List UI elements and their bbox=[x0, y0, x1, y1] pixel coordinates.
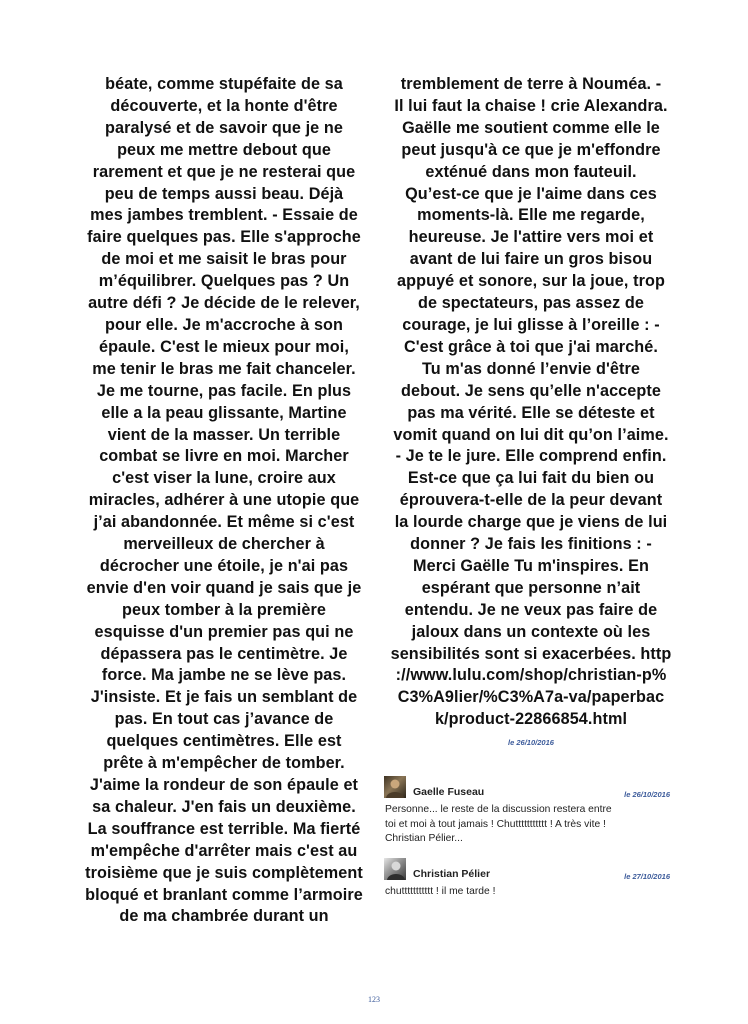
text-line: - Je te le jure. Elle comprend enfin. bbox=[395, 447, 667, 466]
text-line: peux me mettre debout que bbox=[117, 140, 331, 159]
text-line: J'insiste. Et je fais un semblant de bbox=[90, 688, 358, 707]
text-line: me tenir le bras me fait chanceler. bbox=[92, 359, 356, 378]
text-line: dépassera pas le centimètre. Je bbox=[100, 644, 348, 663]
avatar[interactable] bbox=[384, 776, 406, 798]
text-line: donner ? Je fais les finitions : - bbox=[410, 535, 652, 554]
text-line: vient de la masser. Un terrible bbox=[107, 425, 341, 444]
right-paragraph bbox=[385, 74, 677, 731]
text-line: Merci Gaëlle Tu m'inspires. En bbox=[413, 556, 649, 575]
text-line: de spectateurs, pas assez de bbox=[418, 294, 644, 313]
text-line: béate, comme stupéfaite de sa bbox=[105, 75, 343, 93]
link-line[interactable]: C3%A9lier/%C3%A7a-va/paperbac bbox=[397, 688, 665, 707]
comment-author[interactable]: Christian Pélier bbox=[413, 868, 491, 880]
text-line: Je me tourne, pas facile. En plus bbox=[96, 381, 352, 400]
text-line: heureuse. Je l'attire vers moi et bbox=[408, 228, 654, 247]
left-text-column bbox=[78, 74, 370, 928]
text-line: de moi et me saisit le bras pour bbox=[101, 250, 347, 269]
text-line: merveilleux de chercher à bbox=[123, 535, 325, 554]
link-line[interactable]: ://www.lulu.com/shop/christian-p% bbox=[395, 666, 667, 685]
text-line: j’ai abandonnée. Et même si c'est bbox=[93, 513, 355, 532]
text-line: espérant que personne n’ait bbox=[421, 578, 641, 597]
text-line: appuyé et sonore, sur la joue, trop bbox=[397, 272, 665, 291]
text-line: sensibilités sont si exacerbées. http bbox=[390, 644, 672, 663]
text-line: m’équilibrer. Quelques pas ? Un bbox=[98, 272, 350, 291]
text-line: jaloux dans un contexte où les bbox=[411, 622, 651, 641]
link-line[interactable]: k/product-22866854.html bbox=[434, 710, 628, 729]
text-line: peut jusqu'à ce que je m'effondre bbox=[401, 140, 661, 159]
comment-date: le 27/10/2016 bbox=[624, 872, 670, 881]
post-date: le 26/10/2016 bbox=[508, 738, 554, 747]
text-line: elle a la peau glissante, Martine bbox=[101, 403, 347, 422]
text-line: autre défi ? Je décide de le relever, bbox=[88, 294, 360, 313]
text-line: éprouvera-t-elle de la peur devant bbox=[399, 491, 663, 510]
text-line: peux tomber à la première bbox=[121, 600, 327, 619]
text-line: debout. Je sens qu’elle n'accepte bbox=[401, 381, 661, 400]
text-line: tremblement de terre à Nouméa. - bbox=[400, 75, 662, 93]
text-line: la lourde charge que je viens de lui bbox=[394, 513, 668, 532]
text-line: C'est grâce à toi que j'ai marché. bbox=[403, 337, 658, 356]
text-line: J'aime la rondeur de son épaule et bbox=[89, 776, 359, 794]
text-line: quelques centimètres. Elle est bbox=[106, 732, 342, 751]
text-line: esquisse d'un premier pas qui ne bbox=[94, 622, 354, 641]
text-line: Il lui faut la chaise ! crie Alexandra. bbox=[394, 96, 668, 115]
user-photo-icon bbox=[384, 776, 406, 798]
text-line: épaule. C'est le mieux pour moi, bbox=[99, 337, 349, 356]
text-line: combat se livre en moi. Marcher bbox=[99, 447, 349, 466]
text-line: Est-ce que ça lui fait du bien ou bbox=[407, 469, 655, 488]
comment-line: toi et moi à tout jamais ! Chuttttttttttt ! A très vite ! bbox=[385, 818, 606, 830]
comment-text bbox=[384, 885, 674, 900]
text-line: force. Ma jambe ne se lève pas. bbox=[101, 666, 347, 685]
text-line: pas. En tout cas j’avance de bbox=[114, 710, 334, 729]
text-line: c'est viser la lune, croire aux bbox=[112, 469, 336, 488]
comment-author[interactable]: Gaelle Fuseau bbox=[413, 786, 485, 798]
text-line: pas ma vérité. Elle se déteste et bbox=[407, 403, 655, 422]
comment-header bbox=[384, 858, 674, 882]
text-line: découverte, et la honte d'être bbox=[110, 96, 338, 115]
text-line: entendu. Je ne veux pas faire de bbox=[404, 600, 658, 619]
text-line: Qu’est-ce que je l'aime dans ces bbox=[405, 184, 657, 203]
text-line: envie d'en voir quand je sais que je bbox=[86, 578, 362, 597]
comment bbox=[384, 776, 674, 847]
text-line: faire quelques pas. Elle s'approche bbox=[87, 228, 361, 247]
text-line: avant de lui faire un gros bisou bbox=[409, 250, 653, 269]
text-line: Gaëlle me soutient comme elle le bbox=[402, 118, 660, 137]
user-photo-icon bbox=[384, 858, 406, 880]
text-line: La souffrance est terrible. Ma fierté bbox=[87, 819, 361, 838]
text-line: exténué dans mon fauteuil. bbox=[425, 162, 637, 181]
left-paragraph bbox=[78, 74, 370, 928]
text-line: prête à m'empêcher de tomber. bbox=[103, 754, 345, 773]
comment-line: Personne... le reste de la discussion restera entre bbox=[385, 804, 612, 815]
text-line: de ma chambrée durant un bbox=[119, 907, 329, 926]
text-line: bloqué et branlant comme l’armoire bbox=[85, 885, 363, 904]
text-line: paralysé et de savoir que je ne bbox=[105, 118, 343, 137]
text-line: miracles, adhérer à une utopie que bbox=[88, 491, 360, 510]
avatar[interactable] bbox=[384, 858, 406, 880]
text-line: pour elle. Je m'accroche à son bbox=[104, 315, 344, 334]
text-line: m'empêche d'arrêter mais c'est au bbox=[90, 841, 358, 860]
text-line: vomit quand on lui dit qu’on l’aime. bbox=[393, 425, 669, 444]
comment bbox=[384, 858, 674, 900]
text-line: décrocher une étoile, je n'ai pas bbox=[99, 556, 349, 575]
text-line: moments-là. Elle me regarde, bbox=[417, 206, 645, 225]
comment-header bbox=[384, 776, 674, 800]
right-text-column bbox=[385, 74, 677, 731]
text-line: Tu m'as donné l’envie d'être bbox=[422, 359, 640, 378]
text-line: mes jambes tremblent. - Essaie de bbox=[90, 206, 358, 225]
text-line: troisième que je suis complètement bbox=[85, 863, 363, 882]
text-line: sa chaleur. J'en fais un deuxième. bbox=[92, 797, 356, 816]
text-line: courage, je lui glisse à l’oreille : - bbox=[402, 315, 660, 334]
text-line: rarement et que je ne resterai que bbox=[92, 162, 356, 181]
text-line: peu de temps aussi beau. Déjà bbox=[104, 184, 344, 203]
comment-line: chuttttttttttt ! il me tarde ! bbox=[385, 886, 496, 897]
comment-line: Christian Pélier... bbox=[385, 833, 463, 845]
comment-date: le 26/10/2016 bbox=[624, 790, 670, 799]
comment-text bbox=[384, 803, 674, 847]
page-number: 123 bbox=[368, 995, 380, 1004]
